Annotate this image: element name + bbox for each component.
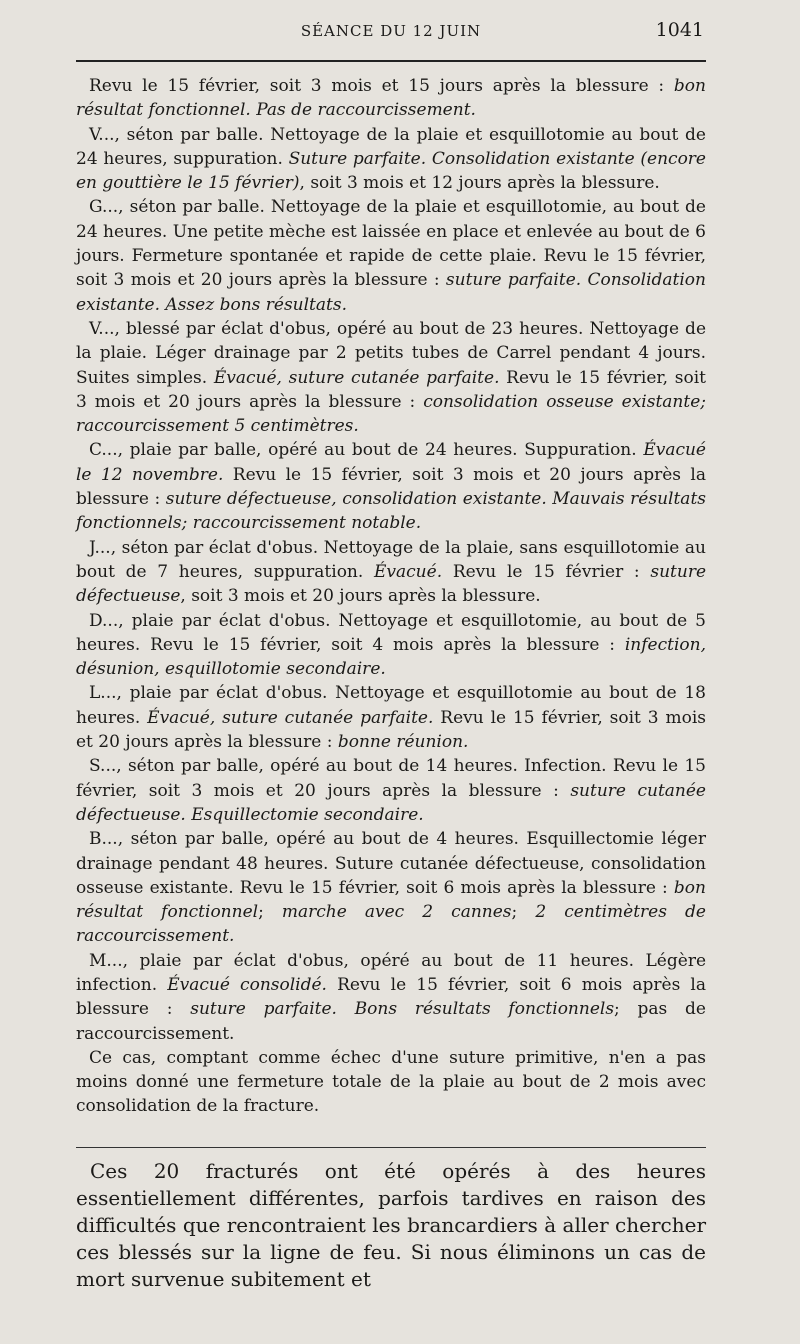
note-case-s xyxy=(76,754,706,827)
text-run: ; pas de raccourcissement. xyxy=(76,999,706,1044)
italic-run: bon résultat fonctionnel xyxy=(76,877,706,923)
note-case-d xyxy=(76,609,706,682)
text-run: , soit 3 mois et 20 jours après la blessure. xyxy=(180,586,541,607)
body-paragraph: Ces 20 fracturés ont été opérés à des heures essentiellement différentes, parfois tardives en raison des difficultés que rencontraient les brancardiers à aller chercher ces blessés sur la ligne de feu. Si nous éliminons un cas de mort survenue subitement et xyxy=(76,1159,706,1291)
text-run: Revu le 15 février, soit 3 mois et 15 jours après la blessure : xyxy=(89,76,674,96)
italic-run: bonne réunion. xyxy=(337,732,469,753)
italic-run: Évacué. xyxy=(374,561,443,582)
case-notes xyxy=(76,74,706,1119)
text-run: V..., blessé par éclat d'obus, opéré au bout de 23 heures. Nettoyage de la plaie. Léger drainage par 2 petits tubes de Carrel pendant 4 jours. Suites simples. xyxy=(76,318,706,388)
text-run: B..., séton par balle, opéré au bout de 4 heures. Esquillectomie léger drainage pendant 48 heures. Suture cutanée défectueuse, consolidation osseuse existante. Revu le 15 février, soit 6 mois après la blessure : xyxy=(76,829,706,898)
note-case-v2 xyxy=(76,317,706,438)
text-run: Revu le 15 février, soit 3 mois et 20 jours après la blessure : xyxy=(76,367,706,412)
italic-run: consolidation osseuse existante; raccourcissement 5 centimètres. xyxy=(76,391,706,437)
italic-run: Évacué, suture cutanée parfaite. xyxy=(213,367,500,388)
header-rule xyxy=(76,60,706,62)
text-run: Ce cas, comptant comme échec d'une suture primitive, n'en a pas moins donné une fermeture totale de la plaie au bout de 2 mois avec consolidation de la fracture. xyxy=(76,1047,706,1117)
text-run: D..., plaie par éclat d'obus. Nettoyage et esquillotomie, au bout de 5 heures. Revu le 15 février, soit 4 mois après la blessure : xyxy=(76,610,706,655)
italic-run: Évacué consolidé. xyxy=(167,974,327,995)
note-revu xyxy=(76,74,706,123)
text-run: Revu le 15 février, soit 3 mois et 20 jours après la blessure : xyxy=(76,464,706,510)
italic-run: suture défectueuse, consolidation existante. Mauvais résultats fonctionnels; raccourcissement notable. xyxy=(76,489,706,534)
italic-run: infection, désunion, esquillotomie secondaire. xyxy=(76,634,706,680)
italic-run: Suture parfaite. Consolidation existante (encore en gouttière le 15 février) xyxy=(76,148,706,194)
text-run: S..., séton par balle, opéré au bout de 14 heures. Infection. Revu le 15 février, soit 3 mois et 20 jours après la blessure : xyxy=(76,756,706,801)
text-run: J..., séton par éclat d'obus. Nettoyage de la plaie, sans esquillotomie au bout de 7 heures, suppuration. xyxy=(76,537,706,582)
note-case-j xyxy=(76,536,706,609)
italic-run: bon résultat fonctionnel. Pas de raccourcissement. xyxy=(76,76,706,121)
body-text xyxy=(76,1158,706,1293)
text-run: M..., plaie par éclat d'obus, opéré au bout de 11 heures. Légère infection. xyxy=(76,950,706,995)
text-run: Revu le 15 février, soit 3 mois et 20 jours après la blessure : xyxy=(76,707,706,753)
note-case-v1 xyxy=(76,123,706,196)
italic-run: suture parfaite. Bons résultats fonctionnels xyxy=(190,999,615,1020)
text-run: L..., plaie par éclat d'obus. Nettoyage et esquillotomie au bout de 18 heures. xyxy=(76,683,706,728)
page-number: 1041 xyxy=(655,19,704,41)
note-conclusion xyxy=(76,1046,706,1119)
note-case-m xyxy=(76,949,706,1046)
text-run: ; xyxy=(258,902,282,923)
italic-run: Évacué, suture cutanée parfaite. xyxy=(147,707,434,728)
italic-run: suture cutanée défectueuse. Esquillectomie secondaire. xyxy=(76,780,706,825)
note-case-c xyxy=(76,438,706,535)
italic-run: 2 centimètres de raccourcissement. xyxy=(76,902,706,947)
text-run: Revu le 15 février : xyxy=(442,561,651,582)
note-case-g xyxy=(76,195,706,316)
italic-run: Évacué le 12 novembre. xyxy=(76,440,706,485)
text-run: C..., plaie par balle, opéré au bout de 24 heures. Suppuration. xyxy=(89,440,644,461)
header-title: SÉANCE DU 12 JUIN xyxy=(300,22,482,40)
running-header xyxy=(76,18,706,44)
text-run: Revu le 15 février, soit 6 mois après la blessure : xyxy=(76,974,706,1020)
note-case-b xyxy=(76,827,706,948)
text-run: G..., séton par balle. Nettoyage de la plaie et esquillotomie, au bout de 24 heures. Une petite mèche est laissée en place et enlevée au bout de 6 jours. Fermeture spontanée et rapide de cette plaie. Revu le 15 février, soit 3 mois et 20 jours après la blessure : xyxy=(76,197,706,291)
text-run: ; xyxy=(511,902,536,923)
text-run: , soit 3 mois et 12 jours après la blessure. xyxy=(299,173,660,194)
note-case-l xyxy=(76,681,706,754)
italic-run: marche avec 2 cannes xyxy=(281,902,512,923)
text-run: V..., séton par balle. Nettoyage de la plaie et esquillotomie au bout de 24 heures, suppuration. xyxy=(76,124,706,169)
section-rule xyxy=(76,1147,706,1148)
italic-run: suture défectueuse xyxy=(76,561,707,607)
italic-run: suture parfaite. Consolidation existante. Assez bons résultats. xyxy=(76,270,706,315)
